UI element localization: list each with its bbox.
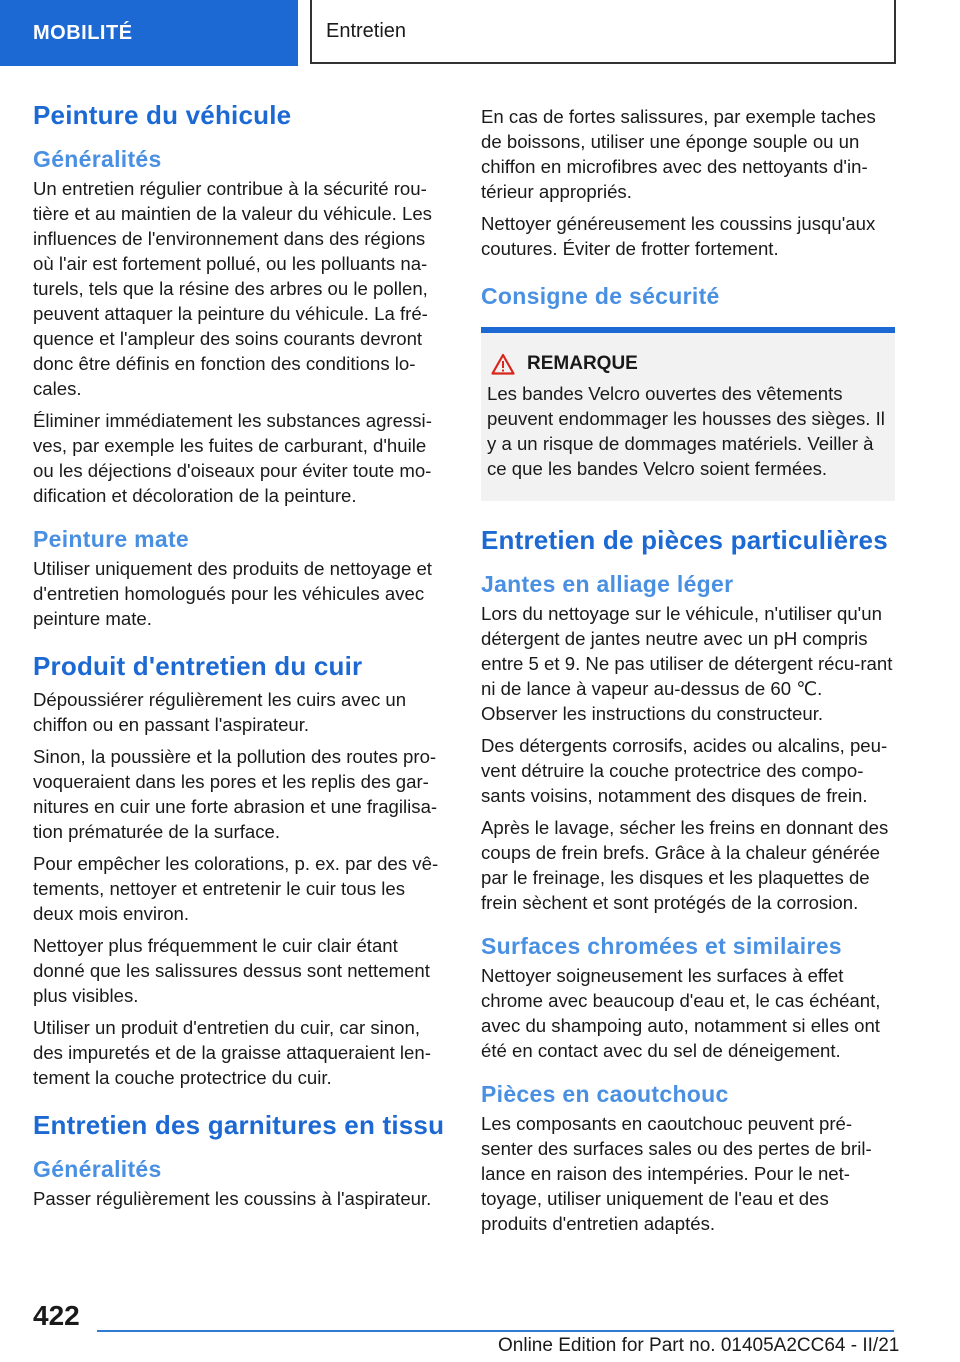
subheading-chrome: Surfaces chromées et similaires <box>481 933 842 959</box>
paragraph: Les composants en caoutchouc peuvent pré-senter des surfaces sales ou des pertes de bril-lance en raison des intempéries. Pour le net-toyage, utiliser uniquement de l'eau et des produits d'entretien adaptés. <box>481 1113 872 1234</box>
heading-paint: Peinture du véhicule <box>33 100 292 130</box>
paragraph: Nettoyer plus fréquemment le cuir clair étant donné que les salissures dessus sont nettement plus visibles. <box>33 935 430 1006</box>
paragraph: Éliminer immédiatement les substances agressi-ves, par exemple les fuites de carburant, d'huile ou les déjections d'oiseaux pour éviter toute mo-dification et décoloration de la peinture. <box>33 410 432 506</box>
warning-title <box>491 353 887 375</box>
subheading-rubber: Pièces en caoutchouc <box>481 1081 729 1107</box>
section-label: MOBILITÉ <box>33 21 133 44</box>
paragraph: En cas de fortes salissures, par exemple taches de boissons, utiliser une éponge souple ou un chiffon en microfibres avec des nettoyants d'in-térieur appropriés. <box>481 106 876 202</box>
chapter-tab[interactable] <box>310 0 896 64</box>
paragraph: Utiliser un produit d'entretien du cuir, car sinon, des impuretés et de la graisse attaqueraient len-tement la couche protectrice du cuir. <box>33 1017 431 1088</box>
paragraph: Passer régulièrement les coussins à l'aspirateur. <box>33 1188 432 1209</box>
subheading-general-2: Généralités <box>33 1156 162 1182</box>
warning-label: REMARQUE <box>527 353 638 374</box>
warning-triangle-icon <box>491 353 515 375</box>
subheading-safety: Consigne de sécurité <box>481 283 720 309</box>
paragraph: Dépoussiérer régulièrement les cuirs avec un chiffon ou en passant l'aspirateur. <box>33 689 407 735</box>
paragraph: Des détergents corrosifs, acides ou alcalins, peu-vent détruire la couche protectrice des compo-sants voisins, notamment des disques de frein. <box>481 735 888 806</box>
warning-text: Les bandes Velcro ouvertes des vêtements peuvent endommager les housses des sièges. Il y a un risque de dommages matériels. Veiller à ce que les bandes Velcro soient fermées. <box>487 383 885 479</box>
paragraph: Pour empêcher les colorations, p. ex. par des vê-tements, nettoyer et entretenir le cuir tous les deux mois environ. <box>33 853 439 924</box>
paragraph: Un entretien régulier contribue à la sécurité rou-tière et au maintien de la valeur du véhicule. Les influences de l'environnement dans des régions où l'air est fortement pollué, ou les polluants na-turels, tels que la résine des arbres ou le pollen, peuvent attaquer la peinture du véhicule. La fré-quence et l'ampleur des soins courants devront donc être définis en fonction des conditions lo-cales. <box>33 178 432 399</box>
paragraph: Nettoyer soigneusement les surfaces à effet chrome avec beaucoup d'eau et, le cas échéant, avec du shampoing auto, notamment si elles ont été en contact avec du sel de déneigement. <box>481 965 881 1061</box>
footer-edition: Online Edition for Part no. 01405A2CC64 - II/21 <box>498 1335 900 1356</box>
paragraph: Sinon, la poussière et la pollution des routes pro-voqueraient dans les pores et les replis des gar-nitures en cuir une forte abrasion et une fragilisa-tion prématurée de la surface. <box>33 746 438 842</box>
footer-divider <box>97 1330 894 1332</box>
chapter-label: Entretien <box>326 19 407 42</box>
page-number: 422 <box>33 1300 80 1331</box>
paragraph: Utiliser uniquement des produits de nettoyage et d'entretien homologués pour les véhicules avec peinture mate. <box>33 558 432 629</box>
left-column <box>33 98 447 1218</box>
paragraph: Nettoyer généreusement les coussins jusqu'aux coutures. Éviter de frotter fortement. <box>481 213 876 259</box>
subheading-general: Généralités <box>33 146 162 172</box>
subheading-rims: Jantes en alliage léger <box>481 571 734 597</box>
heading-leather: Produit d'entretien du cuir <box>33 651 363 681</box>
paragraph: Lors du nettoyage sur le véhicule, n'utiliser qu'un détergent de jantes neutre avec un pH compris entre 5 et 9. Ne pas utiliser de détergent récu-rant ni de lance à vapeur au-dessus de 60 ℃. Observer les instructions du constructeur. <box>481 603 893 724</box>
paragraph: Après le lavage, sécher les freins en donnant des coups de frein brefs. Grâce à la chaleur générée par le freinage, les disques et les plaquettes de frein sèchent et sont protégés de la corrosion. <box>481 817 889 913</box>
right-column <box>481 104 895 1243</box>
warning-box <box>481 327 895 501</box>
section-tab[interactable] <box>0 0 298 66</box>
subheading-matte: Peinture mate <box>33 526 190 552</box>
heading-parts: Entretien de pièces particulières <box>481 525 888 555</box>
heading-fabric: Entretien des garnitures en tissu <box>33 1110 445 1140</box>
